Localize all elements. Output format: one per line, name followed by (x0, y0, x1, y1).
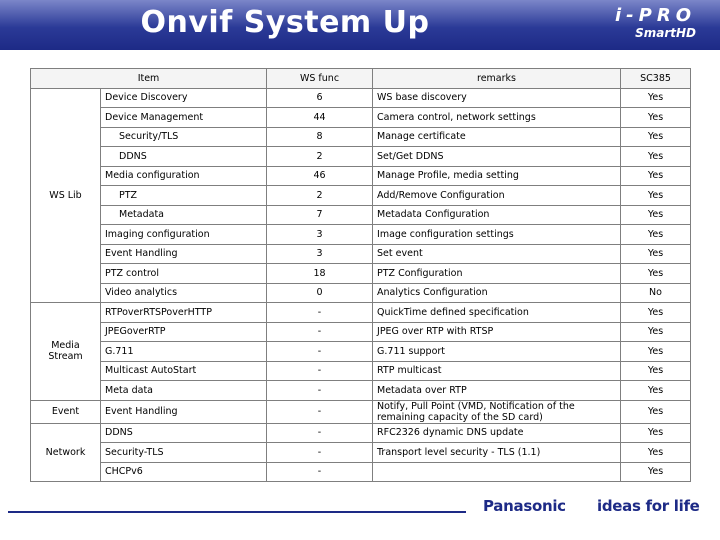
support-cell: Yes (621, 443, 691, 463)
table-row (31, 244, 691, 264)
table-row (31, 381, 691, 401)
wsfunc-cell: 8 (267, 127, 373, 147)
logo-subtext: SmartHD (635, 26, 696, 40)
table-row (31, 186, 691, 206)
support-cell: Yes (621, 88, 691, 108)
table-row (31, 264, 691, 284)
table-row (31, 225, 691, 245)
wsfunc-cell: 3 (267, 244, 373, 264)
item-cell: DDNS (101, 423, 267, 443)
support-cell: Yes (621, 225, 691, 245)
support-cell: Yes (621, 127, 691, 147)
header-remarks: remarks (373, 69, 621, 89)
wsfunc-cell: - (267, 381, 373, 401)
table-row (31, 361, 691, 381)
remarks-cell: Set event (373, 244, 621, 264)
header-bar (0, 0, 720, 50)
item-cell: Security-TLS (101, 443, 267, 463)
panasonic-logo: Panasonic (483, 497, 566, 515)
remarks-cell: Notify, Pull Point (VMD, Notification of the remaining capacity of the SD card) (373, 400, 621, 423)
item-cell: Media configuration (101, 166, 267, 186)
item-cell: RTPoverRTSPoverHTTP (101, 303, 267, 323)
support-cell: Yes (621, 423, 691, 443)
support-cell: Yes (621, 322, 691, 342)
wsfunc-cell: - (267, 303, 373, 323)
wsfunc-cell: 44 (267, 108, 373, 128)
wsfunc-cell: 3 (267, 225, 373, 245)
brand-logo (584, 6, 696, 44)
logo-text: i-PRO (615, 5, 696, 26)
table-row (31, 166, 691, 186)
wsfunc-cell: 2 (267, 186, 373, 206)
page-title: Onvif System Up (140, 5, 430, 40)
support-cell: Yes (621, 264, 691, 284)
remarks-cell (373, 462, 621, 482)
remarks-cell: Camera control, network settings (373, 108, 621, 128)
item-cell: Device Discovery (101, 88, 267, 108)
remarks-cell: Manage Profile, media setting (373, 166, 621, 186)
remarks-cell: WS base discovery (373, 88, 621, 108)
support-cell: Yes (621, 186, 691, 206)
wsfunc-cell: - (267, 400, 373, 423)
item-cell: Event Handling (101, 400, 267, 423)
remarks-cell: G.711 support (373, 342, 621, 362)
remarks-cell: Transport level security - TLS (1.1) (373, 443, 621, 463)
item-cell: Metadata (101, 205, 267, 225)
item-cell: DDNS (101, 147, 267, 167)
item-cell: Video analytics (101, 283, 267, 303)
wsfunc-cell: - (267, 361, 373, 381)
item-cell: Device Management (101, 108, 267, 128)
remarks-cell: JPEG over RTP with RTSP (373, 322, 621, 342)
table-row (31, 205, 691, 225)
tagline: ideas for life (597, 497, 700, 515)
remarks-cell: Metadata Configuration (373, 205, 621, 225)
item-cell: PTZ (101, 186, 267, 206)
onvif-spec-table (30, 68, 691, 482)
remarks-cell: Analytics Configuration (373, 283, 621, 303)
table-row (31, 423, 691, 443)
table-row (31, 127, 691, 147)
support-cell: Yes (621, 108, 691, 128)
item-cell: Imaging configuration (101, 225, 267, 245)
item-cell: Multicast AutoStart (101, 361, 267, 381)
support-cell: Yes (621, 166, 691, 186)
support-cell: Yes (621, 381, 691, 401)
item-cell: Meta data (101, 381, 267, 401)
wsfunc-cell: - (267, 443, 373, 463)
header-model: SC385 (621, 69, 691, 89)
wsfunc-cell: - (267, 342, 373, 362)
table-row (31, 303, 691, 323)
table-header-row (31, 69, 691, 89)
table-row (31, 108, 691, 128)
remarks-cell: RFC2326 dynamic DNS update (373, 423, 621, 443)
support-cell: Yes (621, 244, 691, 264)
remarks-cell: PTZ Configuration (373, 264, 621, 284)
group-media-stream: Media Stream (31, 303, 101, 401)
support-cell: No (621, 283, 691, 303)
group-event: Event (31, 400, 101, 423)
support-cell: Yes (621, 462, 691, 482)
support-cell: Yes (621, 147, 691, 167)
support-cell: Yes (621, 400, 691, 423)
item-cell: CHCPv6 (101, 462, 267, 482)
header-item: Item (31, 69, 267, 89)
header-wsfunc: WS func (267, 69, 373, 89)
wsfunc-cell: 18 (267, 264, 373, 284)
support-cell: Yes (621, 205, 691, 225)
group-ws-lib: WS Lib (31, 88, 101, 303)
remarks-cell: Image configuration settings (373, 225, 621, 245)
remarks-cell: Manage certificate (373, 127, 621, 147)
wsfunc-cell: 2 (267, 147, 373, 167)
wsfunc-cell: 0 (267, 283, 373, 303)
table-row (31, 283, 691, 303)
support-cell: Yes (621, 303, 691, 323)
support-cell: Yes (621, 342, 691, 362)
remarks-cell: Metadata over RTP (373, 381, 621, 401)
item-cell: G.711 (101, 342, 267, 362)
wsfunc-cell: 7 (267, 205, 373, 225)
table-row (31, 462, 691, 482)
group-network: Network (31, 423, 101, 482)
wsfunc-cell: - (267, 462, 373, 482)
table-row (31, 322, 691, 342)
remarks-cell: QuickTime defined specification (373, 303, 621, 323)
support-cell: Yes (621, 361, 691, 381)
item-cell: PTZ control (101, 264, 267, 284)
item-cell: Security/TLS (101, 127, 267, 147)
table-row (31, 88, 691, 108)
wsfunc-cell: - (267, 322, 373, 342)
wsfunc-cell: - (267, 423, 373, 443)
remarks-cell: RTP multicast (373, 361, 621, 381)
table-row (31, 342, 691, 362)
item-cell: Event Handling (101, 244, 267, 264)
footer-divider (8, 511, 466, 513)
table-row (31, 400, 691, 423)
table-row (31, 147, 691, 167)
wsfunc-cell: 46 (267, 166, 373, 186)
table-row (31, 443, 691, 463)
wsfunc-cell: 6 (267, 88, 373, 108)
remarks-cell: Set/Get DDNS (373, 147, 621, 167)
item-cell: JPEGoverRTP (101, 322, 267, 342)
remarks-cell: Add/Remove Configuration (373, 186, 621, 206)
